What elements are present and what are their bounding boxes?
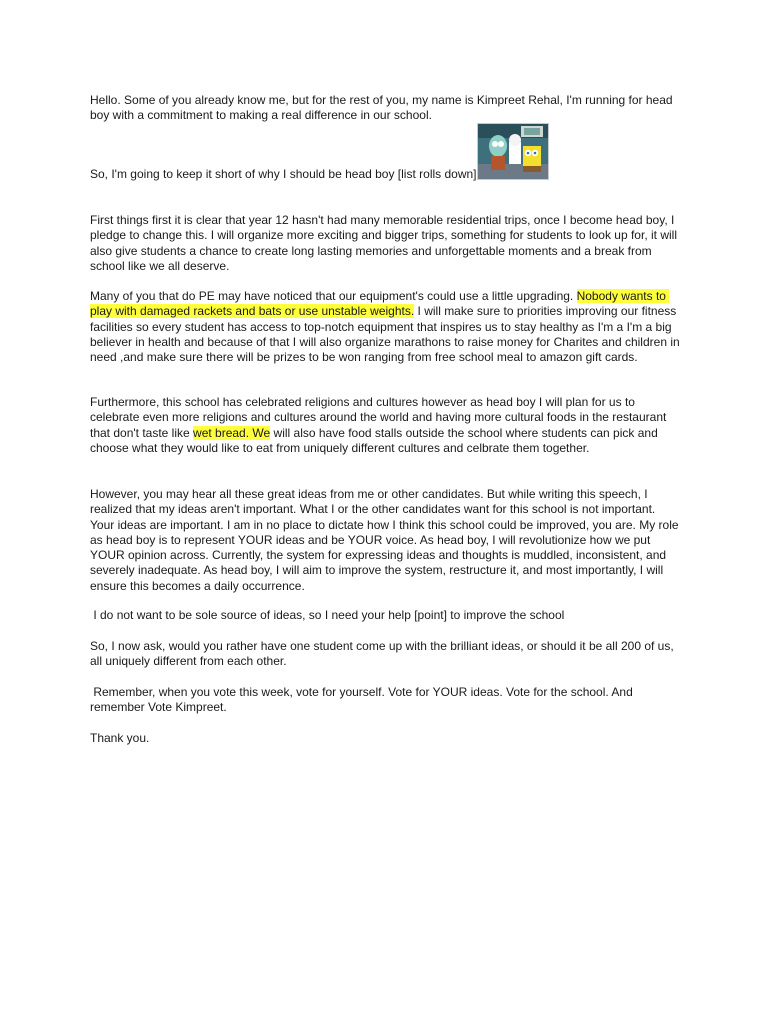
paragraph-ask: So, I now ask, would you rather have one student come up with the brilliant ideas, or should it be all 200 of us, all uniquely different from each other. <box>90 639 678 669</box>
paragraph-pe-equipment <box>90 289 682 365</box>
culture-text-before: Furthermore, this school has celebrated religions and cultures however as head boy I will plan for us to celebrate even more religions and cultures around the world and having more cultural foods in the restaurant that don't taste like <box>90 395 670 440</box>
culture-text-after: will also have food stalls outside the school where students can pick and choose what they would like to eat from uniquely different cultures and celbrate them together. <box>90 425 662 455</box>
paragraph-thank-you: Thank you. <box>90 731 150 745</box>
paragraph-intro: Hello. Some of you already know me, but for the rest of you, my name is Kimpreet Rehal, I'm running for head boy with a commitment to making a real difference in our school. <box>90 93 676 123</box>
pe-text-after: I will make sure to priorities improving our fitness facilities so every student has access to top-notch equipment that inspires us to stay healthy as I'm a I'm a big believer in health and because of that I will also organize marathons to raise money for Charites and children in need ,and make sure there will be prizes to be won ranging from free school meal to amazon gift cards. <box>90 304 684 365</box>
paragraph-vote: Remember, when you vote this week, vote for yourself. Vote for YOUR ideas. Vote for the school. And remember Vote Kimpreet. <box>90 685 637 715</box>
paragraph-trips: First things first it is clear that year 12 hasn't had many memorable residential trips, once I become head boy, I pledge to change this. I will organize more exciting and bigger trips, something for students to look up for, it will also give students a chance to create long lasting memories and unforgettable moments and a break from school like we all deserve. <box>90 213 681 273</box>
paragraph-cultures <box>90 395 682 456</box>
pe-text-before: Many of you that do PE may have noticed that our equipment's could use a little upgrading. <box>90 289 577 303</box>
cartoon-meme-image <box>477 123 549 180</box>
paragraph-need-help: I do not want to be sole source of ideas, so I need your help [point] to improve the school <box>90 608 565 622</box>
highlighted-text-wet-bread: wet bread. We <box>193 425 271 440</box>
highlighted-text-equipment: Nobody wants to play with damaged rackets and bats or use unstable weights. <box>90 289 670 319</box>
paragraph-your-ideas: However, you may hear all these great ideas from me or other candidates. But while writing this speech, I realized that my ideas aren't important. What I or the other candidates want for this school is not important. Your ideas are important. I am in no place to dictate how I think this school could be improved, you are. My role as head boy is to represent YOUR ideas and be YOUR voice. As head boy, I will revolutionize how we put YOUR opinion across. Currently, the system for expressing ideas and thoughts is muddled, inconsistent, and severely inadequate. As head boy, I will aim to improve the system, restructure it, and most importantly, I will ensure this becomes a daily occurrence. <box>90 487 682 593</box>
paragraph-keep-it-short: So, I'm going to keep it short of why I should be head boy [list rolls down] <box>90 167 477 181</box>
